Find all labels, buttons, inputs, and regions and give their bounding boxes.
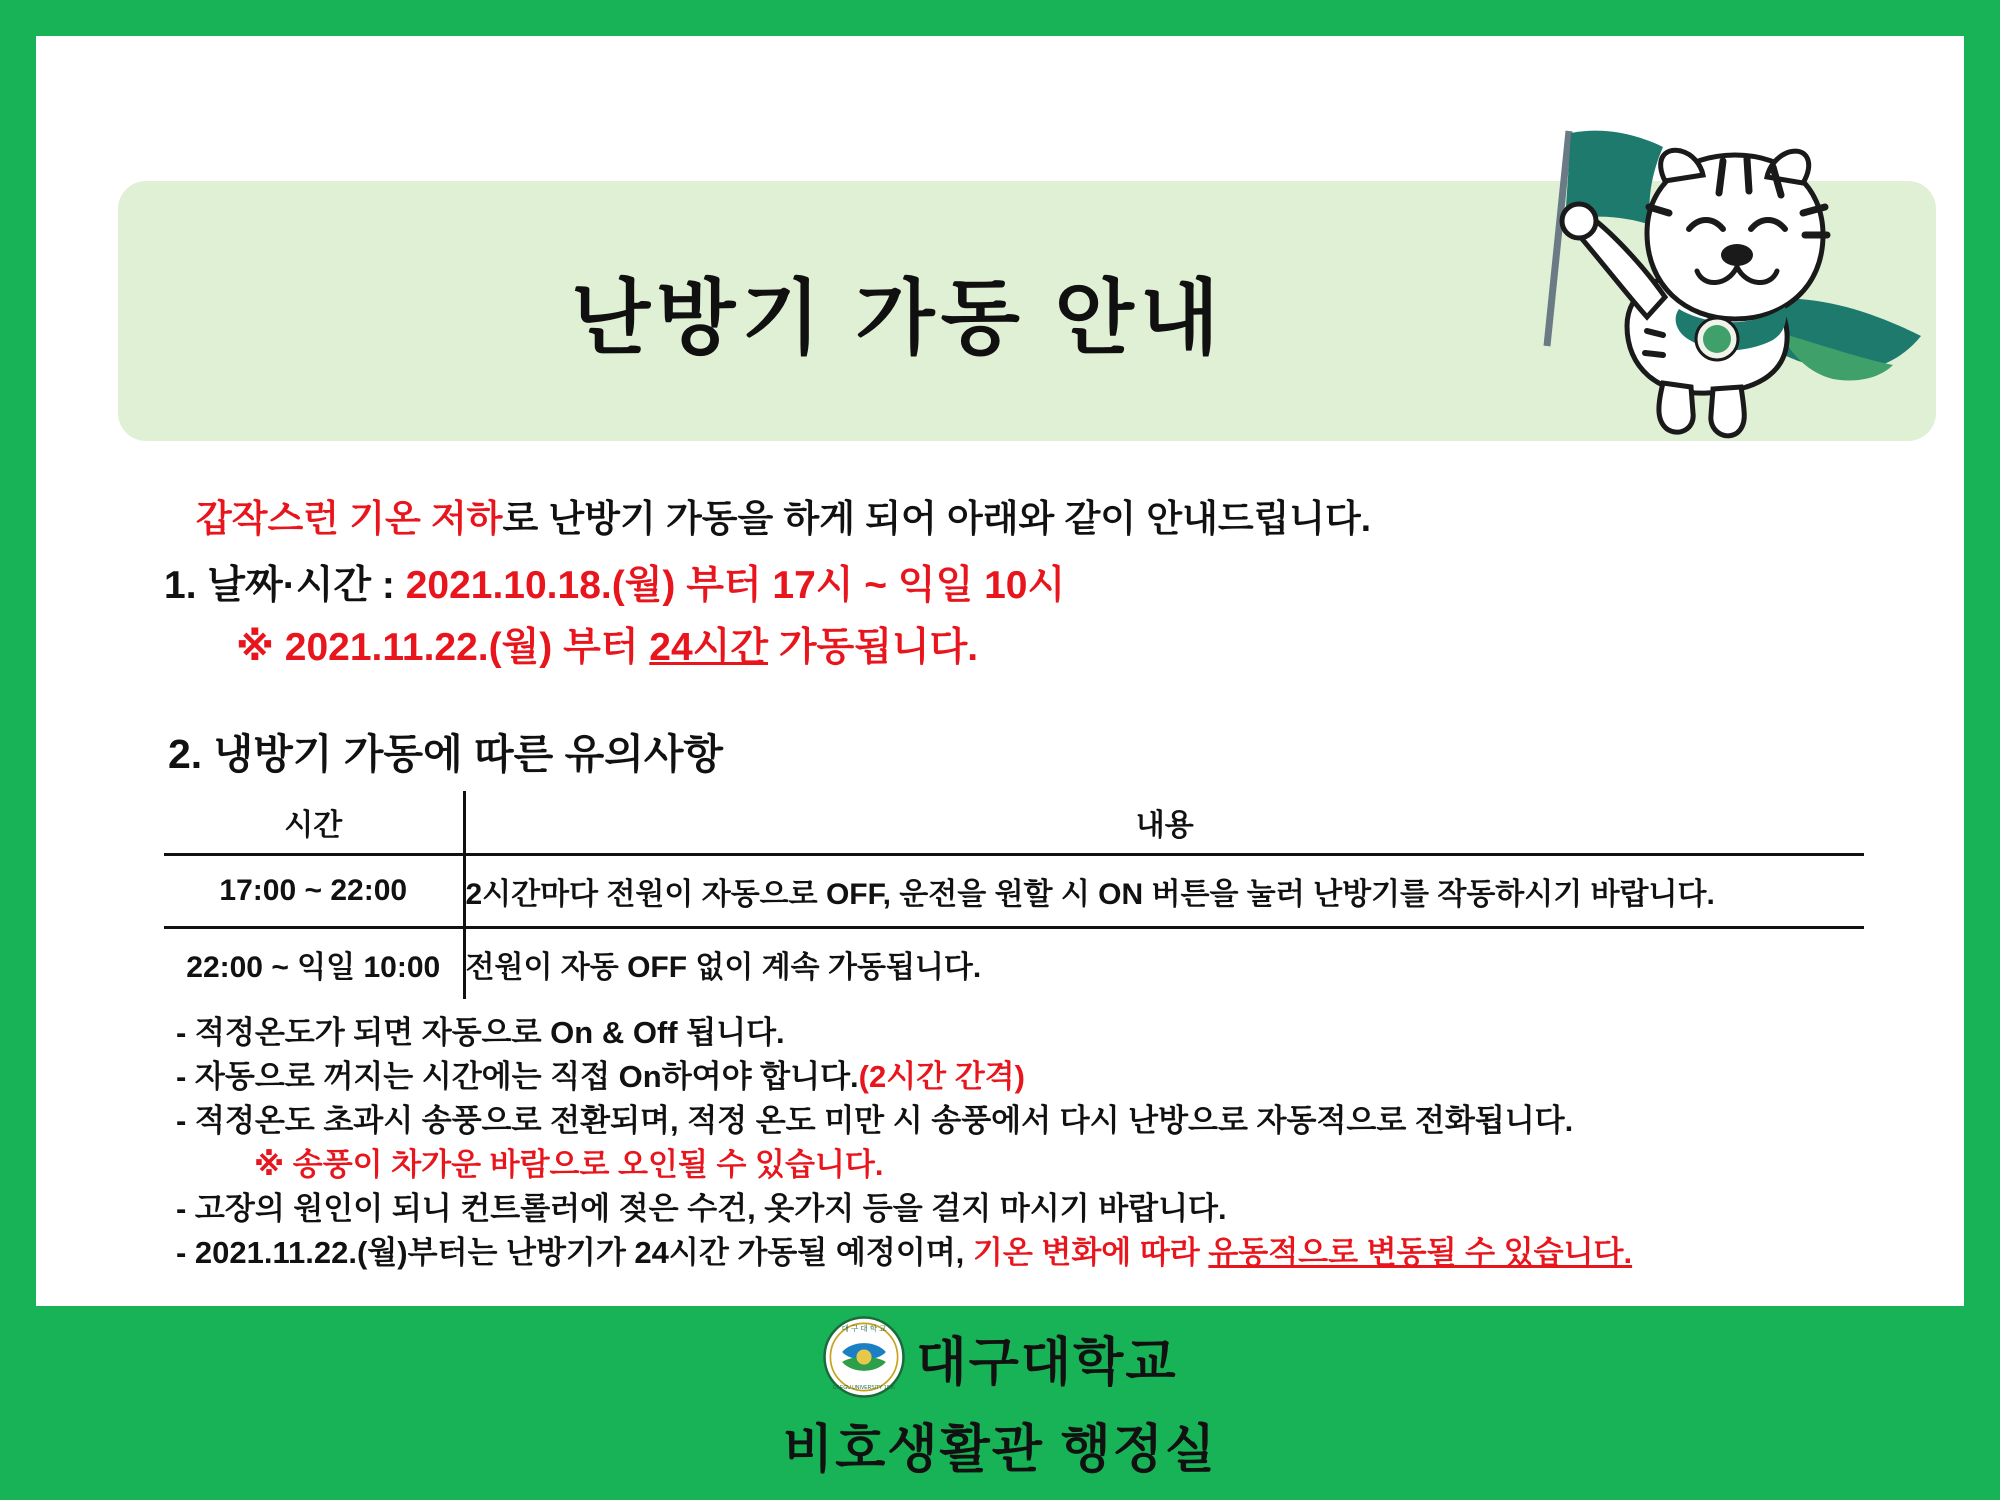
note-underline: 24시간 (649, 626, 769, 669)
table-cell-time: 22:00 ~ 익일 10:00 (164, 928, 464, 1000)
lead-sentence (196, 488, 1371, 542)
poster-content (36, 36, 1964, 1306)
schedule-item-1-note (236, 616, 978, 672)
schedule-item-1-label: 1. 날짜·시간 : (164, 564, 406, 607)
poster-white-card (36, 36, 1964, 1306)
note-suffix: 가동됩니다. (768, 626, 979, 669)
last-note-red-underline: 유동적으로 변동될 수 있습니다. (1208, 1235, 1633, 1271)
table-cell-desc: 2시간마다 전원이 자동으로 OFF, 운전을 원할 시 ON 버튼을 눌러 난방기를 작동하시기 바랍니다. (464, 855, 1864, 928)
university-emblem-icon (822, 1315, 906, 1399)
footer-office-name: 비호생활관 행정실 (782, 1421, 1218, 1479)
table-cell-time: 17:00 ~ 22:00 (164, 855, 464, 928)
schedule-item-1-value: 2021.10.18.(월) 부터 17시 ~ 익일 10시 (405, 564, 1066, 607)
note-item-last (176, 1231, 1936, 1275)
note-item (176, 1099, 1936, 1143)
table-cell-desc: 전원이 자동 OFF 없이 계속 가동됩니다. (464, 928, 1864, 1000)
lead-rest: 로 난방기 가동을 하게 되어 아래와 같이 안내드립니다. (502, 498, 1372, 539)
table-row (164, 855, 1864, 928)
table-header-desc: 내용 (1135, 809, 1194, 842)
svg-text:DAEGU UNIVERSITY 1956: DAEGU UNIVERSITY 1956 (833, 1384, 896, 1391)
schedule-table (164, 791, 1864, 999)
title-banner (118, 181, 1936, 441)
note-item (176, 1011, 1936, 1055)
svg-text:대 구 대 학 교: 대 구 대 학 교 (841, 1323, 887, 1333)
note-warning: ※ 송풍이 차가운 바람으로 오인될 수 있습니다. (254, 1147, 884, 1183)
schedule-table-wrap (164, 791, 1864, 999)
last-note-black: - 2021.11.22.(월)부터는 난방기가 24시간 가동될 예정이며, (176, 1235, 973, 1271)
table-header-time: 시간 (164, 791, 464, 855)
last-note-red: 기온 변화에 따라 (972, 1235, 1209, 1271)
note-prefix: ※ 2021.11.22.(월) 부터 (236, 626, 650, 669)
table-header-row (164, 791, 1864, 855)
note-item-text: - 자동으로 꺼지는 시간에는 직접 On하여야 합니다. (176, 1059, 859, 1095)
note-item (176, 1187, 1936, 1231)
notes-list (176, 1011, 1936, 1275)
footer-row-university (0, 1315, 2000, 1399)
note-item-text: - 고장의 원인이 되니 컨트롤러에 젖은 수건, 옷가지 등을 걸지 마시기 바랍니다. (176, 1191, 1227, 1227)
page-title: 난방기 가동 안내 (570, 272, 1226, 364)
note-item (176, 1055, 1936, 1099)
schedule-item-1 (164, 554, 1065, 610)
note-item-text: - 적정온도가 되면 자동으로 On & Off 됩니다. (176, 1015, 785, 1050)
note-item-text: - 적정온도 초과시 송풍으로 전환되며, 적정 온도 미만 시 송풍에서 다시 난방으로 자동적으로 전화됩니다. (176, 1103, 1574, 1139)
footer (0, 1315, 2000, 1482)
footer-university-name: 대구대학교 (916, 1333, 1178, 1392)
table-row (164, 928, 1864, 1000)
note-item-red-suffix: (2시간 간격) (858, 1059, 1025, 1095)
lead-red-part: 갑작스런 기온 저하 (196, 498, 503, 539)
section-2-title: 2. 냉방기 가동에 따른 유의사항 (168, 731, 724, 777)
